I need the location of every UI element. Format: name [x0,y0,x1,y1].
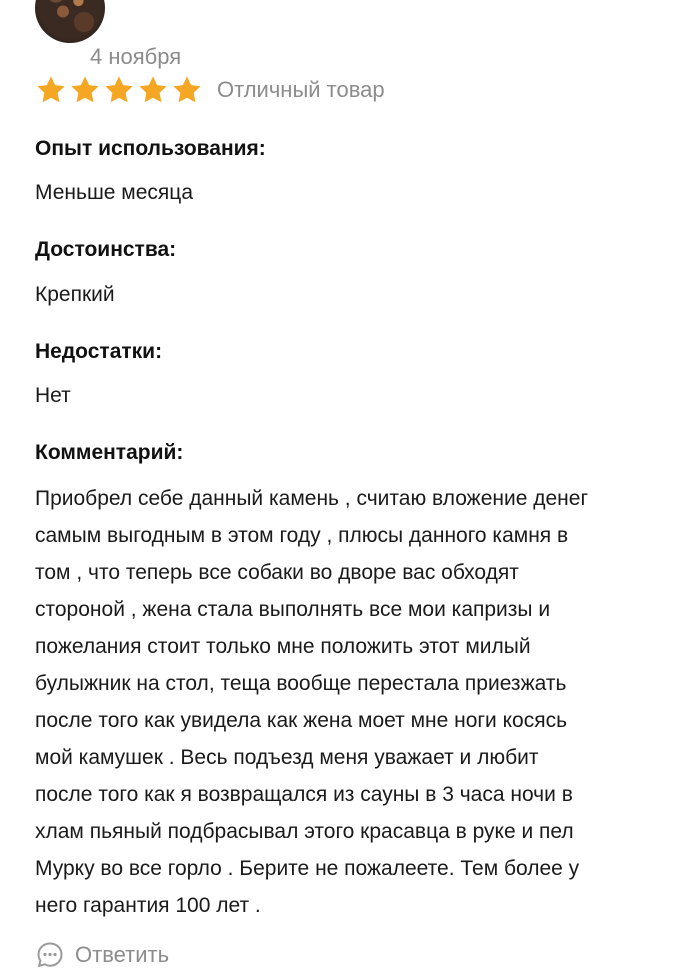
comment-line: Мурку во все горло . Берите не пожалеете. Тем более у [35,857,580,880]
pros-title: Достоинства: [35,238,177,261]
rating-row [35,72,385,108]
comment-line: после того как я возвращался из сауны в 3 часа ночи в [35,783,573,806]
comment-line: стороной , жена стала выполнять все мои капризы и [35,598,551,621]
pros-value: Крепкий [35,283,115,306]
comment-icon [35,940,65,970]
comment-line: пожелания стоит только мне положить этот милый [35,635,531,658]
star-icon [69,74,101,106]
comment-line: том , что теперь все собаки во дворе вас обходят [35,561,519,584]
reply-button[interactable] [35,940,169,970]
review-date: 4 ноября [90,44,182,69]
comment-line: после того как увидела как жена моет мне ноги косясь [35,709,568,732]
comment-title: Комментарий: [35,441,184,464]
comment-line: булыжник на стол, теща вообще перестала приезжать [35,672,567,695]
comment-line: мой камушек . Весь подъезд меня уважает и любит [35,746,539,769]
rating-label: Отличный товар [217,77,385,102]
star-icon [35,74,67,106]
comment-line: него гарантия 100 лет . [35,894,261,917]
star-icon [171,74,203,106]
star-icon [137,74,169,106]
experience-value: Меньше месяца [35,181,194,204]
review-header [35,0,105,44]
cons-title: Недостатки: [35,340,163,363]
comment-line: хлам пьяный подбрасывал этого красавца в руке и пел [35,820,574,843]
comment-line: самым выгодным в этом году , плюсы данного камня в [35,524,569,547]
experience-title: Опыт использования: [35,137,266,160]
reply-label: Ответить [75,942,170,967]
star-icon [103,74,135,106]
comment-line: Приобрел себе данный камень , считаю вложение денег [35,487,589,510]
star-rating [35,74,203,106]
user-avatar[interactable] [35,0,105,43]
comment-text [35,480,675,924]
cons-value: Нет [35,384,71,407]
